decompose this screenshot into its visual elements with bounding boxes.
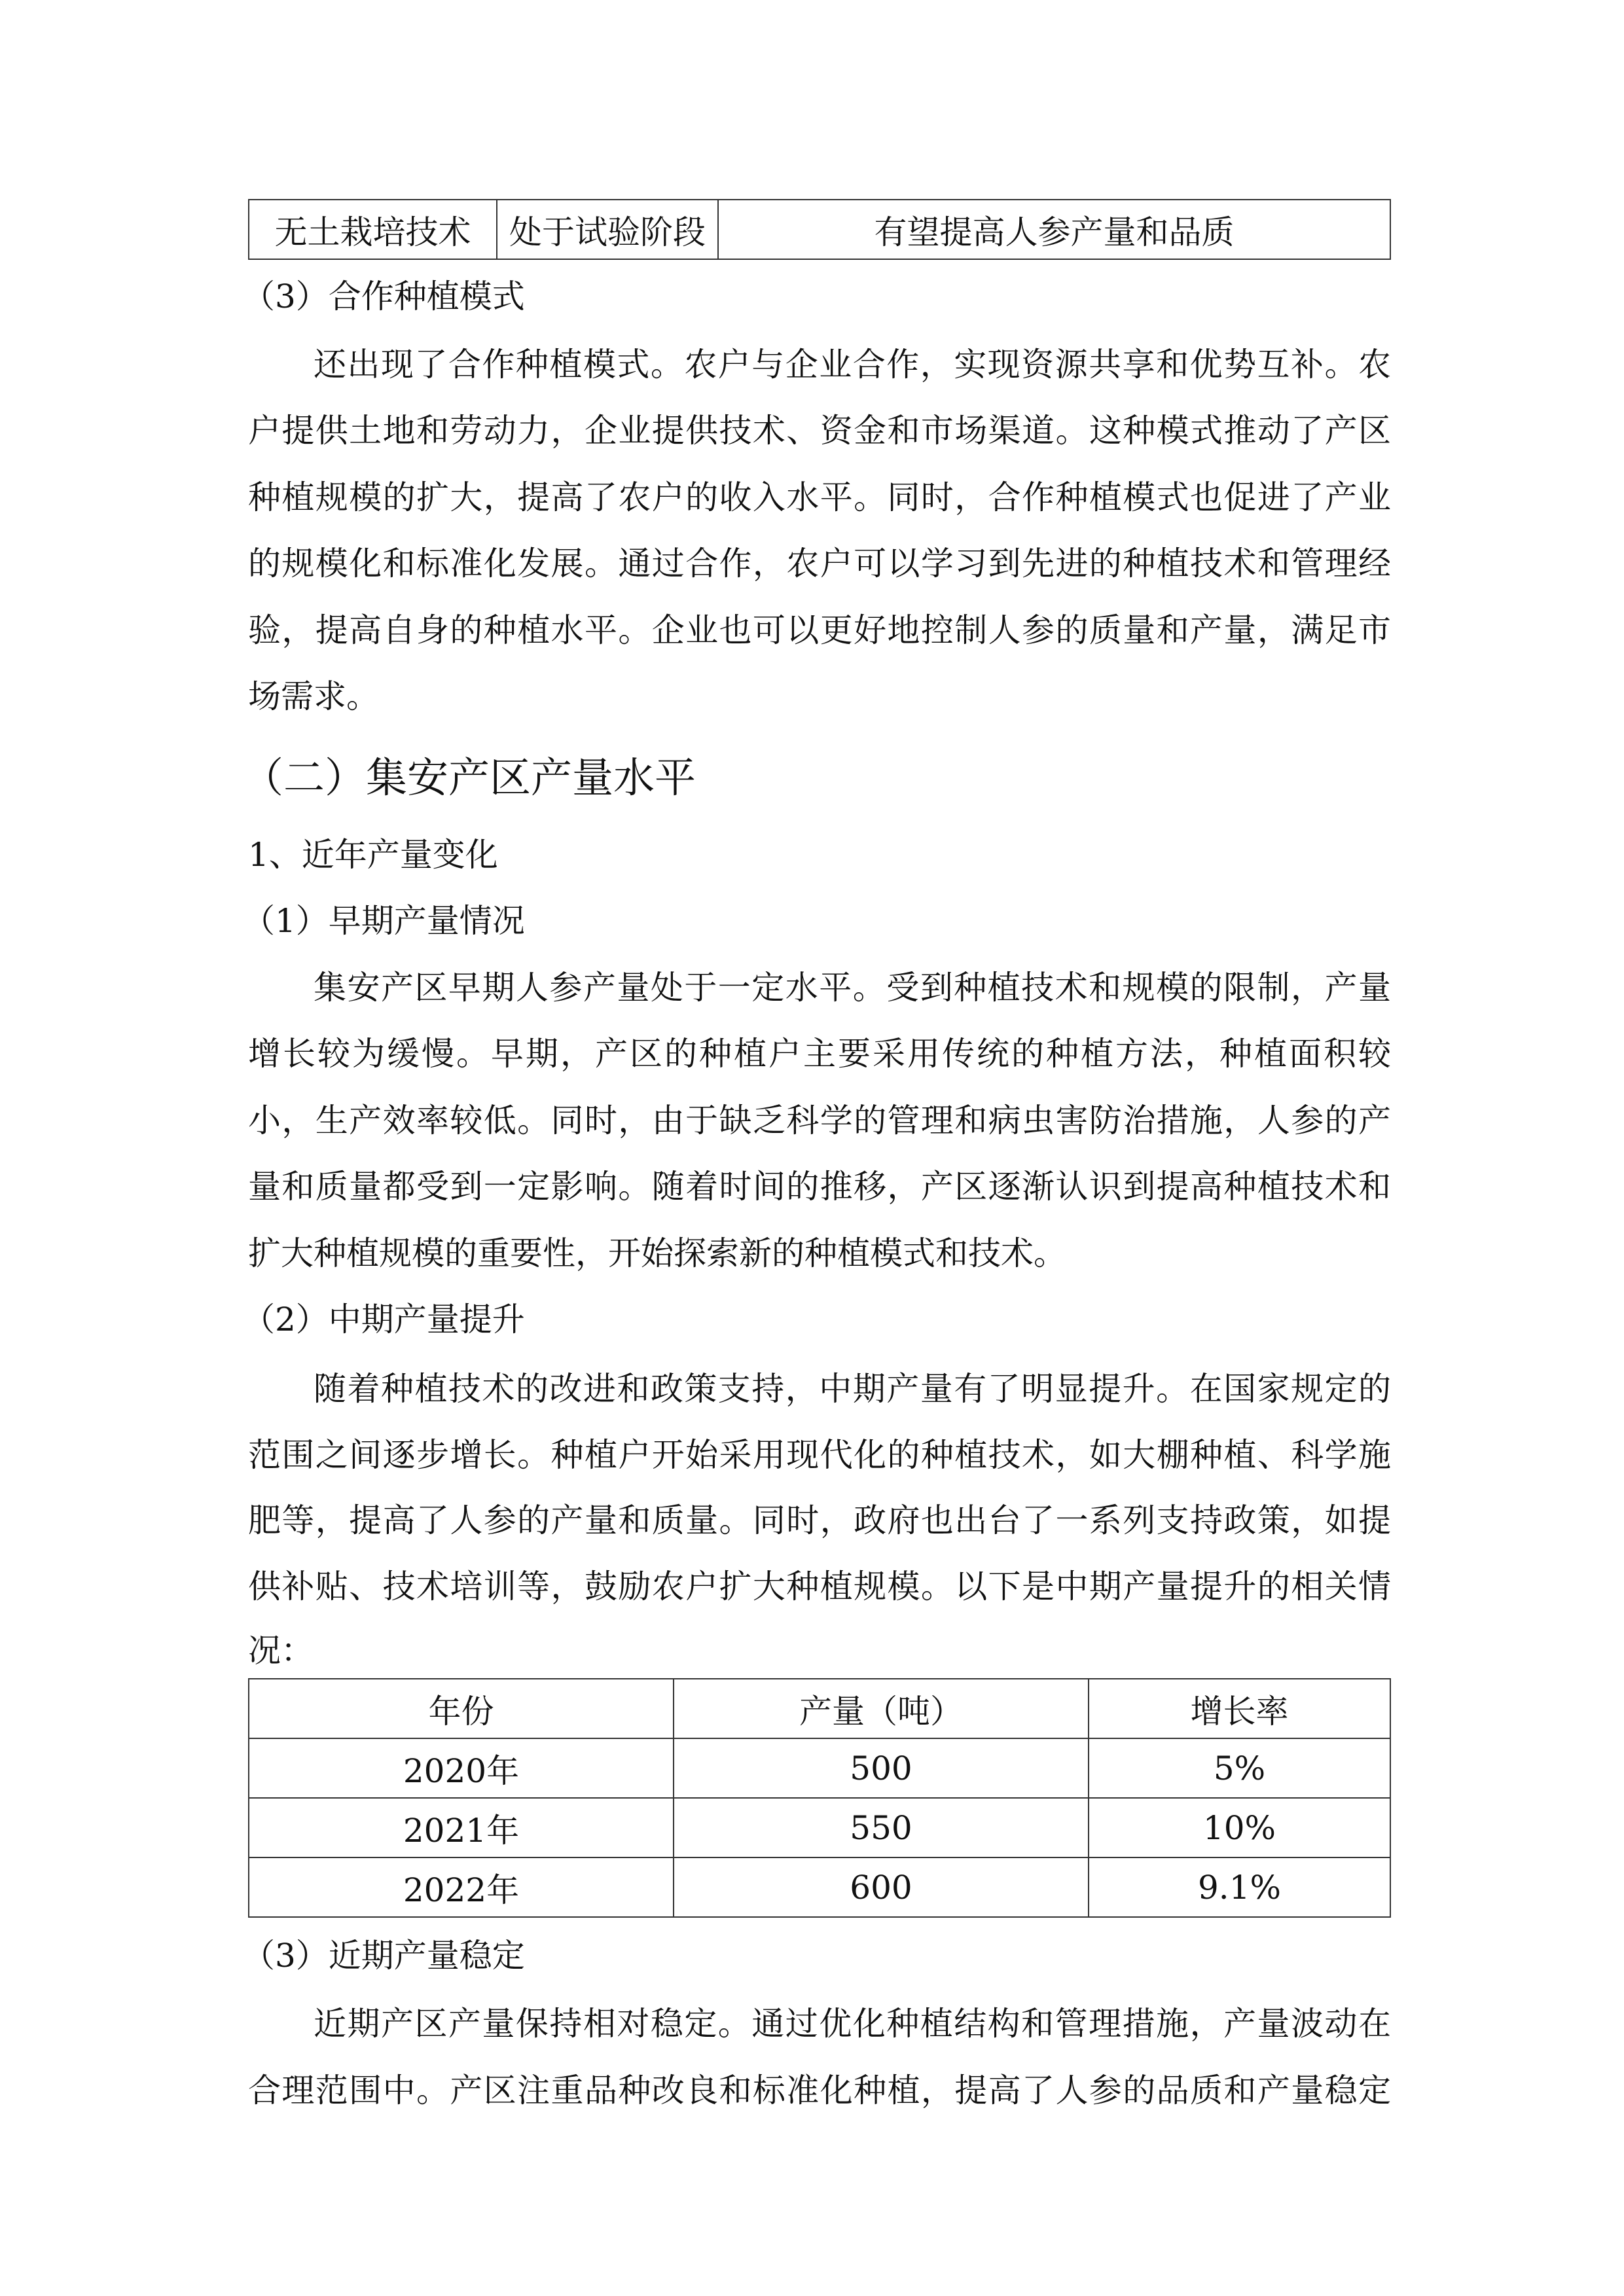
paragraph-line: 户提供土地和劳动力，企业提供技术、资金和市场渠道。这种模式推动了产区 xyxy=(248,412,1391,450)
table-row xyxy=(249,1857,1390,1917)
paragraph-line: 增长较为缓慢。早期，产区的种植户主要采用传统的种植方法，种植面积较 xyxy=(248,1035,1391,1073)
table-header-cell: 增长率 xyxy=(1089,1679,1390,1738)
table-cell: 600 xyxy=(674,1857,1089,1917)
paragraph-line: 肥等，提高了人参的产量和质量。同时，政府也出台了一系列支持政策，如提 xyxy=(248,1501,1391,1539)
paragraph-line: 量和质量都受到一定影响。随着时间的推移，产区逐渐认识到提高种植技术和 xyxy=(248,1168,1391,1206)
table-cell: 处于试验阶段 xyxy=(497,200,718,259)
paragraph-line: 小，生产效率较低。同时，由于缺乏科学的管理和病虫害防治措施，人参的产 xyxy=(248,1102,1391,1139)
paragraph-line: 验，提高自身的种植水平。企业也可以更好地控制人参的质量和产量，满足市 xyxy=(248,611,1391,649)
table-cell: 5% xyxy=(1089,1738,1390,1798)
table-cell: 550 xyxy=(674,1798,1089,1857)
table-cell: 9.1% xyxy=(1089,1857,1390,1917)
table-cell: 有望提高人参产量和品质 xyxy=(718,200,1390,259)
paragraph-line: 场需求。 xyxy=(248,677,379,715)
section-title: （3）近期产量稳定 xyxy=(242,1937,525,1975)
paragraph-line: 扩大种植规模的重要性，开始探索新的种植模式和技术。 xyxy=(248,1234,1066,1272)
section-title: （2）中期产量提升 xyxy=(242,1300,525,1338)
table-cell: 2021年 xyxy=(249,1798,674,1857)
table-cell: 500 xyxy=(674,1738,1089,1798)
paragraph-line: 集安产区早期人参产量处于一定水平。受到种植技术和规模的限制，产量 xyxy=(314,969,1391,1007)
paragraph-line: 供补贴、技术培训等，鼓励农户扩大种植规模。以下是中期产量提升的相关情 xyxy=(248,1568,1391,1605)
paragraph-line: 种植规模的扩大，提高了农户的收入水平。同时，合作种植模式也促进了产业 xyxy=(248,478,1391,516)
section-title: （3）合作种植模式 xyxy=(242,278,525,315)
paragraph-line: 近期产区产量保持相对稳定。通过优化种植结构和管理措施，产量波动在 xyxy=(314,2005,1391,2043)
table-cell: 10% xyxy=(1089,1798,1390,1857)
section-title: （1）早期产量情况 xyxy=(242,902,525,940)
table-row xyxy=(249,1738,1390,1798)
table-header-cell: 年份 xyxy=(249,1679,674,1738)
technique-table xyxy=(248,199,1391,260)
yield-table xyxy=(248,1678,1391,1918)
table-cell: 无土栽培技术 xyxy=(249,200,497,259)
subheading: 1、近年产量变化 xyxy=(248,836,498,874)
table-row xyxy=(249,1798,1390,1857)
table-row xyxy=(249,200,1390,259)
heading: （二）集安产区产量水平 xyxy=(242,754,696,802)
paragraph-line: 随着种植技术的改进和政策支持，中期产量有了明显提升。在国家规定的 xyxy=(314,1370,1391,1408)
paragraph-line: 的规模化和标准化发展。通过合作，农户可以学习到先进的种植技术和管理经 xyxy=(248,545,1391,583)
table-header-row xyxy=(249,1679,1390,1738)
table-cell: 2022年 xyxy=(249,1857,674,1917)
paragraph-line: 合理范围中。产区注重品种改良和标准化种植，提高了人参的品质和产量稳定 xyxy=(248,2072,1391,2109)
paragraph-line: 况： xyxy=(248,1632,314,1670)
paragraph-line: 范围之间逐步增长。种植户开始采用现代化的种植技术，如大棚种植、科学施 xyxy=(248,1436,1391,1474)
table-header-cell: 产量（吨） xyxy=(674,1679,1089,1738)
table-cell: 2020年 xyxy=(249,1738,674,1798)
paragraph-line: 还出现了合作种植模式。农户与企业合作，实现资源共享和优势互补。农 xyxy=(314,346,1391,384)
